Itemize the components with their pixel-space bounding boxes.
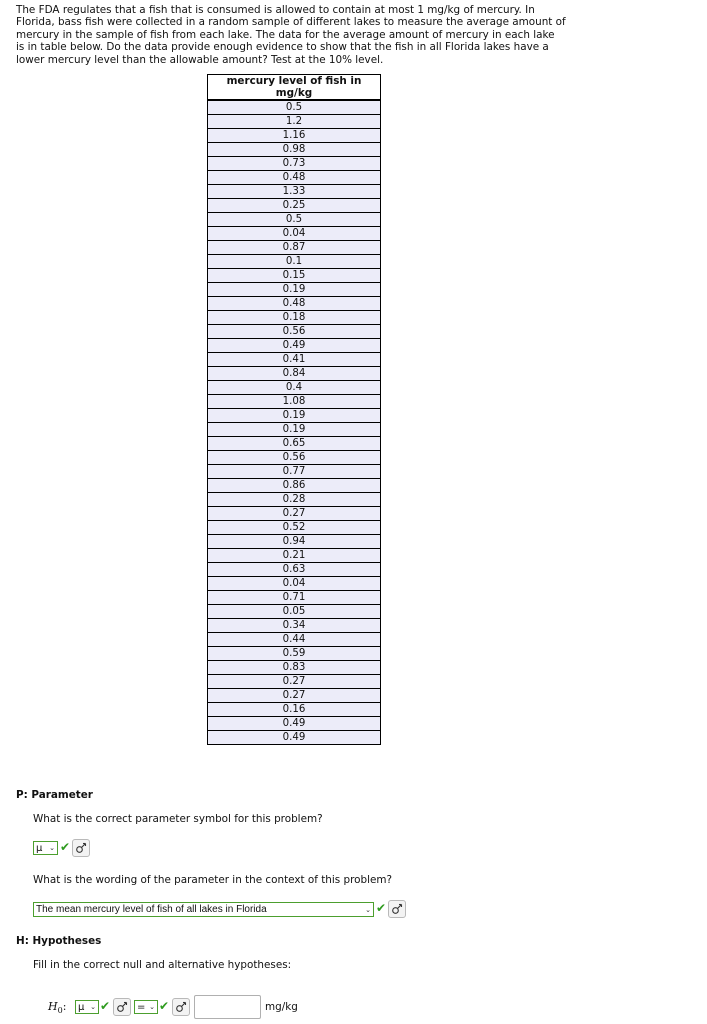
table-cell: 0.5: [208, 100, 381, 115]
unit-label: mg/kg: [265, 1001, 298, 1013]
table-cell: 0.21: [208, 549, 381, 563]
table-cell: 0.56: [208, 325, 381, 339]
parameter-symbol-value: μ: [36, 842, 43, 854]
table-row: [208, 493, 381, 507]
checkmark-icon: ✔: [60, 840, 71, 854]
parameter-wording-question: What is the wording of the parameter in the context of this problem?: [33, 874, 392, 886]
table-row: [208, 255, 381, 269]
table-cell: 1.33: [208, 185, 381, 199]
table-header: mercury level of fish in mg/kg: [208, 75, 381, 101]
table-row: [208, 157, 381, 171]
table-row: [208, 647, 381, 661]
parameter-symbol-select[interactable]: [33, 841, 58, 855]
table-cell: 0.73: [208, 157, 381, 171]
table-cell: 0.71: [208, 591, 381, 605]
table-cell: 0.65: [208, 437, 381, 451]
table-cell: 0.41: [208, 353, 381, 367]
table-cell: 0.59: [208, 647, 381, 661]
table-row: [208, 297, 381, 311]
table-row: [208, 409, 381, 423]
table-row: [208, 143, 381, 157]
parameter-wording-select[interactable]: [33, 902, 374, 917]
parameter-section-title: P: Parameter: [16, 789, 93, 801]
chevron-down-icon: ⌄: [90, 1003, 96, 1011]
table-row: [208, 185, 381, 199]
symbol-keyboard-icon[interactable]: [113, 998, 131, 1016]
table-row: [208, 325, 381, 339]
chevron-down-icon: ⌄: [365, 906, 371, 914]
h0-operator-value: =: [137, 1001, 146, 1013]
symbol-keyboard-icon[interactable]: [172, 998, 190, 1016]
table-cell: 0.19: [208, 409, 381, 423]
table-row: [208, 563, 381, 577]
table-row: [208, 689, 381, 703]
table-row: [208, 535, 381, 549]
table-cell: 0.27: [208, 507, 381, 521]
symbol-keyboard-icon[interactable]: [72, 839, 90, 857]
table-row: [208, 339, 381, 353]
table-row: [208, 661, 381, 675]
table-row: [208, 115, 381, 129]
checkmark-icon: ✔: [376, 901, 387, 915]
table-row: [208, 479, 381, 493]
h0-operator-select[interactable]: [134, 1000, 158, 1014]
table-cell: 0.98: [208, 143, 381, 157]
table-cell: 0.52: [208, 521, 381, 535]
table-row: [208, 731, 381, 745]
table-row: [208, 381, 381, 395]
chevron-down-icon: ⌄: [149, 1003, 155, 1011]
table-cell: 0.87: [208, 241, 381, 255]
table-cell: 0.84: [208, 367, 381, 381]
table-cell: 0.25: [208, 199, 381, 213]
table-row: [208, 465, 381, 479]
table-cell: 0.44: [208, 633, 381, 647]
table-cell: 0.77: [208, 465, 381, 479]
table-cell: 0.49: [208, 717, 381, 731]
table-cell: 0.86: [208, 479, 381, 493]
table-cell: 0.04: [208, 577, 381, 591]
chevron-down-icon: ⌄: [49, 844, 55, 852]
table-cell: 1.2: [208, 115, 381, 129]
table-cell: 0.18: [208, 311, 381, 325]
table-cell: 0.49: [208, 731, 381, 745]
table-cell: 0.94: [208, 535, 381, 549]
table-cell: 0.19: [208, 283, 381, 297]
table-row: [208, 269, 381, 283]
table-cell: 0.49: [208, 339, 381, 353]
table-row: [208, 171, 381, 185]
table-cell: 0.56: [208, 451, 381, 465]
table-row: [208, 717, 381, 731]
table-row: [208, 605, 381, 619]
table-cell: 1.16: [208, 129, 381, 143]
table-cell: 0.15: [208, 269, 381, 283]
parameter-symbol-question: What is the correct parameter symbol for this problem?: [33, 813, 323, 825]
table-row: [208, 100, 381, 115]
table-row: [208, 507, 381, 521]
table-cell: 0.34: [208, 619, 381, 633]
problem-statement: The FDA regulates that a fish that is consumed is allowed to contain at most 1 mg/kg of mercury. In Florida, bass fish were collected in a random sample of different lakes to measure the average amount of mercury in the sample of fish from each lake. The data for the average amount of mercury in each lake is in table below. Do the data provide enough evidence to show that the fish in all Florida lakes have a lower mercury level than the allowable amount? Test at the 10% level.: [16, 4, 566, 66]
checkmark-icon: ✔: [100, 999, 111, 1013]
table-row: [208, 129, 381, 143]
table-cell: 0.48: [208, 297, 381, 311]
table-cell: 0.1: [208, 255, 381, 269]
table-row: [208, 213, 381, 227]
table-row: [208, 311, 381, 325]
symbol-keyboard-icon[interactable]: [388, 900, 406, 918]
table-row: [208, 199, 381, 213]
h0-symbol-select[interactable]: [75, 1000, 99, 1014]
checkmark-icon: ✔: [159, 999, 170, 1013]
table-row: [208, 633, 381, 647]
table-row: [208, 367, 381, 381]
table-cell: 0.63: [208, 563, 381, 577]
table-cell: 1.08: [208, 395, 381, 409]
table-cell: 0.48: [208, 171, 381, 185]
table-row: [208, 283, 381, 297]
table-cell: 0.27: [208, 689, 381, 703]
table-row: [208, 437, 381, 451]
table-cell: 0.4: [208, 381, 381, 395]
hypotheses-instruction: Fill in the correct null and alternative hypotheses:: [33, 959, 292, 971]
table-row: [208, 703, 381, 717]
hypotheses-section-title: H: Hypotheses: [16, 935, 102, 947]
table-row: [208, 451, 381, 465]
table-row: [208, 353, 381, 367]
table-cell: 0.16: [208, 703, 381, 717]
table-row: [208, 675, 381, 689]
table-row: [208, 577, 381, 591]
table-row: [208, 549, 381, 563]
table-row: [208, 423, 381, 437]
table-cell: 0.04: [208, 227, 381, 241]
h0-label: $H_0$:: [48, 1000, 67, 1016]
table-cell: 0.5: [208, 213, 381, 227]
h0-value-input[interactable]: [194, 995, 261, 1019]
table-row: [208, 227, 381, 241]
table-row: [208, 395, 381, 409]
table-row: [208, 619, 381, 633]
h0-symbol-value: μ: [78, 1001, 85, 1013]
table-row: [208, 521, 381, 535]
table-cell: 0.83: [208, 661, 381, 675]
table-cell: 0.05: [208, 605, 381, 619]
table-cell: 0.28: [208, 493, 381, 507]
mercury-data-table: [207, 74, 381, 745]
table-row: [208, 591, 381, 605]
parameter-wording-value: The mean mercury level of fish of all lakes in Florida: [36, 904, 267, 915]
table-cell: 0.19: [208, 423, 381, 437]
table-row: [208, 241, 381, 255]
table-cell: 0.27: [208, 675, 381, 689]
